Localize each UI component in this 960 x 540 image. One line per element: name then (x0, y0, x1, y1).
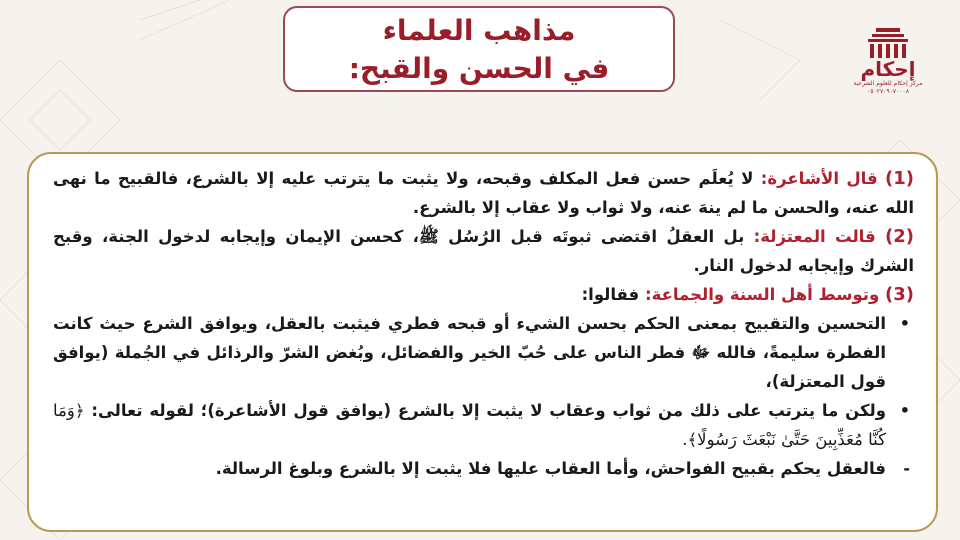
section-asharites (53, 164, 914, 222)
content-box (27, 152, 938, 532)
section-label: وتوسط أهل السنة والجماعة: (644, 285, 880, 304)
dash-marker: - (903, 459, 910, 478)
section-ahl-sunnah (53, 280, 914, 309)
list-item-text: التحسين والتقبيح بمعنى الحكم بحسن الشيء أو قبحه فطري فيثبت بالعقل، ويوافق الشرع حيث كانت الفطرة سليمةً، فالله ﷻ فطر الناس على حُبّ الخير والفضائل، وبُغض الشرّ والرذائل في الجُملة (يوافق قول المعتزلة)، (53, 314, 886, 391)
conclusion-text: فالعقل يحكم بقبيح الفواحش، وأما العقاب عليها فلا يثبت إلا بالشرع وبلوغ الرسالة. (215, 459, 886, 478)
logo-building-icon (846, 26, 930, 60)
logo-phone: ٠٥٠٢٧٠٩٠٧٠٠٠٨ (867, 88, 909, 95)
list-item (53, 309, 914, 396)
section-number: (2) (885, 226, 915, 247)
ihkam-logo (846, 26, 930, 96)
section-text: لا يُعلَم حسن فعل المكلف وقبحه، ولا يثبت ما يترتب عليه إلا بالشرع، فالقبيح ما نهى الله عنه، والحسن ما لم ينهَ عنه، ولا ثواب ولا عقاب إلا بالشرع. (53, 169, 914, 217)
section-label: قال الأشاعرة: (760, 169, 878, 188)
page-title-line-1: مذاهب العلماء (382, 14, 576, 47)
conclusion (53, 454, 914, 483)
bullet-list (53, 309, 914, 483)
bullet-dot-icon: • (899, 401, 910, 420)
section-text: فقالوا: (581, 285, 640, 304)
title-box (283, 6, 675, 92)
section-number: (1) (885, 168, 914, 189)
section-label: قالت المعتزلة: (753, 227, 876, 246)
list-item (53, 396, 914, 454)
section-mutazila (53, 222, 914, 280)
section-number: (3) (885, 284, 914, 305)
list-item-text: ولكن ما يترتب على ذلك من ثواب وعقاب لا يثبت إلا بالشرع (يوافق قول الأشاعرة)؛ لقوله تعالى: (91, 401, 887, 420)
quran-verse: ﴿وَمَا كُنَّا مُعَذِّبِينَ حَتَّىٰ نَبْعَثَ رَسُولًا﴾. (53, 401, 886, 449)
bullet-dot-icon: • (899, 314, 910, 333)
section-text: بل العقلُ اقتضى ثبوتَه قبل الرُسُل ﷺ، كحسن الإيمان وإيجابه لدخول الجنة، وقبح الشرك وإيجابه لدخول النار. (53, 227, 914, 275)
logo-name: إحكام (860, 57, 916, 81)
page-title-line-2: في الحسن والقبح: (348, 52, 610, 85)
logo-subtitle: مركز إحكام للعلوم الشرعية (853, 80, 923, 87)
